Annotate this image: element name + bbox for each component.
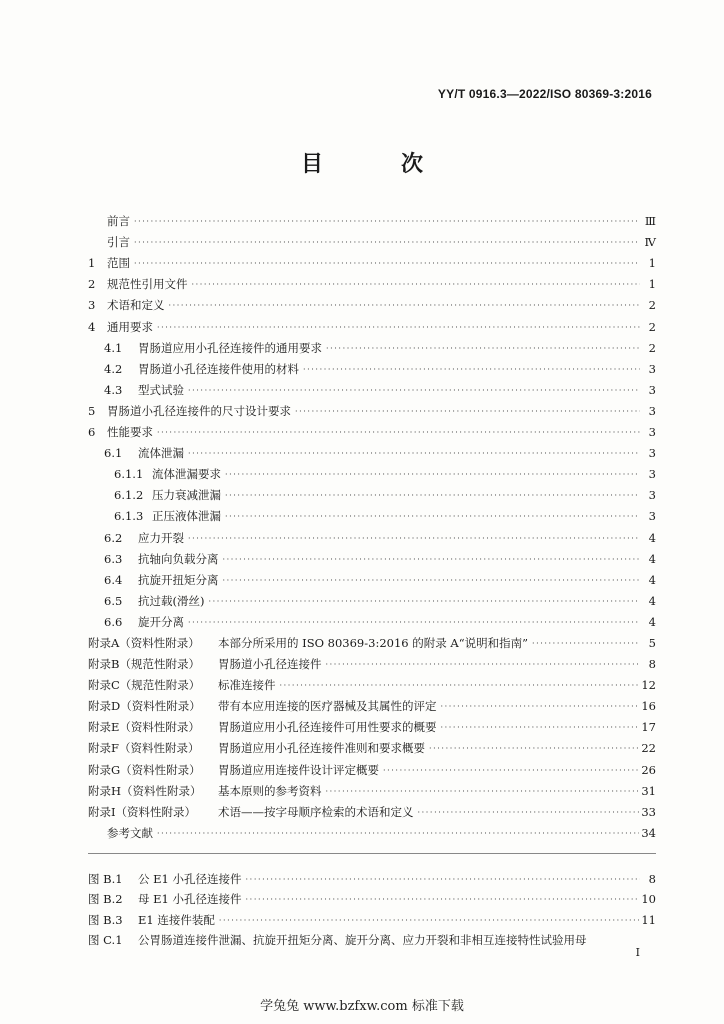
figure-entry-number: 图 B.1 bbox=[88, 872, 123, 887]
toc-entry[interactable] bbox=[88, 798, 656, 819]
toc-entry-number: 6.1.2 bbox=[114, 488, 144, 503]
toc-entry-page: 16 bbox=[641, 699, 656, 714]
figure-entry-label: 公胃肠道连接件泄漏、抗旋开扭矩分离、旋开分离、应力开裂和非相互连接特性试验用母 bbox=[138, 932, 587, 947]
toc-entry-label: 胃肠道小孔径连接件 bbox=[218, 657, 322, 672]
dot-leader bbox=[326, 658, 641, 671]
dot-leader bbox=[280, 679, 640, 692]
toc-entry-label: 流体泄漏要求 bbox=[152, 467, 221, 482]
section-divider bbox=[88, 853, 656, 854]
dot-leader bbox=[134, 215, 640, 228]
toc-entry-number: 5 bbox=[88, 403, 96, 418]
toc-entry-number: 附录C（规范性附录） bbox=[88, 678, 201, 693]
standard-code: YY/T 0916.3—2022/ISO 80369-3:2016 bbox=[437, 87, 652, 101]
toc-entry-number: 附录E（资料性附录） bbox=[88, 720, 200, 735]
toc-entry-number: 6.1.1 bbox=[114, 467, 144, 482]
toc-entry-page: 5 bbox=[648, 635, 656, 650]
toc-entry-label: 参考文献 bbox=[107, 825, 153, 840]
toc-entry[interactable] bbox=[88, 249, 656, 270]
figure-entry-label: 母 E1 小孔径连接件 bbox=[138, 892, 242, 907]
figure-list bbox=[88, 866, 656, 947]
toc-entry-page: 3 bbox=[648, 446, 656, 461]
toc-entry-number: 6.5 bbox=[104, 593, 123, 608]
toc-entry[interactable] bbox=[88, 312, 656, 333]
toc-entry-page: 2 bbox=[648, 319, 656, 334]
toc-entry-label: 规范性引用文件 bbox=[107, 277, 188, 292]
toc-entry-page: 17 bbox=[641, 720, 656, 735]
toc-entry-number: 1 bbox=[88, 256, 96, 271]
watermark-text: 学兔兔 www.bzfxw.com 标准下载 bbox=[260, 999, 464, 1014]
dot-leader bbox=[418, 806, 640, 819]
toc-entry[interactable] bbox=[88, 713, 656, 734]
dot-leader bbox=[157, 827, 639, 840]
toc-entry[interactable] bbox=[88, 629, 656, 650]
toc-entry-label: 抗轴向负载分离 bbox=[138, 551, 219, 566]
toc-entry-page: 12 bbox=[641, 678, 656, 693]
dot-leader bbox=[532, 637, 640, 650]
toc-entry-page: 1 bbox=[648, 277, 656, 292]
toc-entry-label: 本部分所采用的 ISO 80369-3:2016 的附录 A“说明和指南” bbox=[218, 635, 528, 650]
toc-entry-page: Ⅳ bbox=[644, 235, 656, 250]
dot-leader bbox=[441, 700, 640, 713]
toc-entry-page: 4 bbox=[648, 593, 656, 608]
figure-entry-page: 8 bbox=[648, 872, 656, 887]
toc-entry-label: 带有本应用连接的医疗器械及其属性的评定 bbox=[218, 699, 437, 714]
toc-entry-label: 旋开分离 bbox=[138, 614, 184, 629]
toc-entry[interactable] bbox=[88, 460, 656, 481]
dot-leader bbox=[326, 785, 640, 798]
toc-entry[interactable] bbox=[88, 608, 656, 629]
toc-entry-label: 引言 bbox=[107, 235, 130, 250]
toc-entry-label: 前言 bbox=[107, 214, 130, 229]
toc-entry-page: 3 bbox=[648, 382, 656, 397]
toc-entry-number: 4 bbox=[88, 319, 96, 334]
dot-leader bbox=[225, 489, 640, 502]
toc-entry-page: 3 bbox=[648, 488, 656, 503]
figure-entry[interactable] bbox=[88, 886, 656, 906]
toc-entry[interactable] bbox=[88, 481, 656, 502]
toc-entry-page: 33 bbox=[641, 804, 656, 819]
toc-entry-page: 22 bbox=[641, 741, 656, 756]
toc-entry-page: 2 bbox=[648, 298, 656, 313]
figure-entry-page: 10 bbox=[641, 892, 656, 907]
toc-entry[interactable] bbox=[88, 692, 656, 713]
toc-entry-label: 应力开裂 bbox=[138, 530, 184, 545]
toc-entry-number: 附录B（规范性附录） bbox=[88, 657, 200, 672]
figure-entry-label: E1 连接件装配 bbox=[138, 912, 215, 927]
toc-entry[interactable] bbox=[88, 207, 656, 228]
figure-entry-label: 公 E1 小孔径连接件 bbox=[138, 872, 242, 887]
toc-entry-label: 标准连接件 bbox=[218, 678, 276, 693]
toc-entry-page: 8 bbox=[648, 657, 656, 672]
toc-entry-number: 6.3 bbox=[104, 551, 123, 566]
toc-entry-page: 3 bbox=[648, 467, 656, 482]
toc-entry-label: 范围 bbox=[107, 256, 130, 271]
figure-entry[interactable] bbox=[88, 927, 656, 947]
dot-leader bbox=[188, 447, 640, 460]
toc-entry-label: 胃肠道应用连接件设计评定概要 bbox=[218, 762, 379, 777]
dot-leader bbox=[246, 893, 640, 906]
dot-leader bbox=[157, 321, 640, 334]
toc-entry-number: 4.1 bbox=[104, 340, 123, 355]
figure-entry-page: 11 bbox=[641, 912, 656, 927]
toc-entry-label: 型式试验 bbox=[138, 382, 184, 397]
toc-entry-label: 胃肠道小孔径连接件的尺寸设计要求 bbox=[107, 403, 291, 418]
toc-entry-page: 31 bbox=[641, 783, 656, 798]
figure-entry[interactable] bbox=[88, 906, 656, 926]
dot-leader bbox=[188, 532, 640, 545]
toc-entry[interactable] bbox=[88, 439, 656, 460]
dot-leader bbox=[157, 426, 640, 439]
toc-entry-label: 术语和定义 bbox=[107, 298, 165, 313]
toc-entry-page: 2 bbox=[648, 340, 656, 355]
toc-entry-page: 26 bbox=[641, 762, 656, 777]
dot-leader bbox=[208, 595, 640, 608]
toc-entry-label: 胃肠道小孔径连接件使用的材料 bbox=[138, 361, 299, 376]
toc-entry-number: 附录A（资料性附录） bbox=[88, 635, 200, 650]
toc-entry-page: 3 bbox=[648, 509, 656, 524]
dot-leader bbox=[246, 873, 640, 886]
toc-entry[interactable] bbox=[88, 397, 656, 418]
toc-entry[interactable] bbox=[88, 502, 656, 523]
toc-entry[interactable] bbox=[88, 291, 656, 312]
toc-entry[interactable] bbox=[88, 376, 656, 397]
toc-entry-label: 流体泄漏 bbox=[138, 446, 184, 461]
toc-entry[interactable] bbox=[88, 418, 656, 439]
dot-leader bbox=[303, 363, 640, 376]
dot-leader bbox=[219, 914, 639, 927]
toc-entry[interactable] bbox=[88, 355, 656, 376]
toc-entry[interactable] bbox=[88, 228, 656, 249]
toc-entry-label: 胃肠道应用小孔径连接件准则和要求概要 bbox=[218, 741, 425, 756]
toc-entry-page: 4 bbox=[648, 572, 656, 587]
toc-entry[interactable] bbox=[88, 566, 656, 587]
toc-entry-number: 6.4 bbox=[104, 572, 123, 587]
dot-leader bbox=[134, 236, 640, 249]
dot-leader bbox=[192, 278, 641, 291]
toc-entry[interactable] bbox=[88, 523, 656, 544]
toc-entry-label: 压力衰减泄漏 bbox=[152, 488, 221, 503]
toc-entry-number: 4.2 bbox=[104, 361, 123, 376]
page-number: I bbox=[635, 946, 640, 959]
toc-entry-page: 4 bbox=[648, 614, 656, 629]
toc-entry-number: 附录G（资料性附录） bbox=[88, 762, 201, 777]
dot-leader bbox=[223, 553, 641, 566]
toc-entry[interactable] bbox=[88, 587, 656, 608]
page-title: 目 次 bbox=[300, 151, 451, 177]
toc-entry-label: 性能要求 bbox=[107, 425, 153, 440]
toc-entry[interactable] bbox=[88, 545, 656, 566]
toc-entry-number: 附录D（资料性附录） bbox=[88, 699, 201, 714]
toc-entry-number: 4.3 bbox=[104, 382, 123, 397]
toc-entry[interactable] bbox=[88, 819, 656, 840]
toc-entry[interactable] bbox=[88, 270, 656, 291]
dot-leader bbox=[188, 616, 640, 629]
figure-entry[interactable] bbox=[88, 866, 656, 886]
toc-entry-number: 附录H（资料性附录） bbox=[88, 783, 202, 798]
toc-entry-label: 基本原则的参考资料 bbox=[218, 783, 322, 798]
toc-entry-number: 6.1 bbox=[104, 446, 123, 461]
toc-entry-label: 胃肠道应用小孔径连接件可用性要求的概要 bbox=[218, 720, 437, 735]
toc-entry-number: 2 bbox=[88, 277, 96, 292]
toc-entry-label: 通用要求 bbox=[107, 319, 153, 334]
toc-entry-label: 抗旋开扭矩分离 bbox=[138, 572, 219, 587]
dot-leader bbox=[225, 468, 640, 481]
dot-leader bbox=[134, 257, 640, 270]
dot-leader bbox=[383, 764, 639, 777]
toc-entry-number: 6 bbox=[88, 425, 96, 440]
figure-entry-number: 图 C.1 bbox=[88, 932, 123, 947]
figure-entry-number: 图 B.2 bbox=[88, 892, 123, 907]
toc-entry-number: 6.1.3 bbox=[114, 509, 144, 524]
dot-leader bbox=[326, 342, 640, 355]
toc-entry-number: 3 bbox=[88, 298, 96, 313]
toc-entry[interactable] bbox=[88, 734, 656, 755]
dot-leader bbox=[188, 384, 640, 397]
toc-entry-page: 1 bbox=[648, 256, 656, 271]
toc-entry-label: 胃肠道应用小孔径连接件的通用要求 bbox=[138, 340, 322, 355]
dot-leader bbox=[223, 574, 641, 587]
toc-entry-page: 34 bbox=[641, 825, 656, 840]
toc-entry-label: 正压液体泄漏 bbox=[152, 509, 221, 524]
toc-entry-page: Ⅲ bbox=[644, 214, 656, 229]
toc-entry-page: 3 bbox=[648, 361, 656, 376]
toc-entry[interactable] bbox=[88, 777, 656, 798]
toc-entry[interactable] bbox=[88, 671, 656, 692]
table-of-contents bbox=[88, 207, 656, 840]
dot-leader bbox=[441, 721, 640, 734]
toc-entry-number: 6.2 bbox=[104, 530, 123, 545]
toc-entry-page: 4 bbox=[648, 551, 656, 566]
dot-leader bbox=[225, 510, 640, 523]
toc-entry-page: 4 bbox=[648, 530, 656, 545]
toc-entry[interactable] bbox=[88, 755, 656, 776]
toc-entry-page: 3 bbox=[648, 403, 656, 418]
figure-entry-number: 图 B.3 bbox=[88, 912, 123, 927]
toc-entry-number: 附录I（资料性附录） bbox=[88, 804, 197, 819]
toc-entry-number: 6.6 bbox=[104, 614, 123, 629]
toc-entry[interactable] bbox=[88, 334, 656, 355]
toc-entry-label: 抗过载(滑丝) bbox=[138, 593, 205, 608]
dot-leader bbox=[295, 405, 640, 418]
dot-leader bbox=[169, 299, 641, 312]
toc-entry-page: 3 bbox=[648, 425, 656, 440]
toc-entry-label: 术语——按字母顺序检索的术语和定义 bbox=[218, 804, 414, 819]
dot-leader bbox=[429, 742, 639, 755]
toc-entry-number: 附录F（资料性附录） bbox=[88, 741, 200, 756]
toc-entry[interactable] bbox=[88, 650, 656, 671]
